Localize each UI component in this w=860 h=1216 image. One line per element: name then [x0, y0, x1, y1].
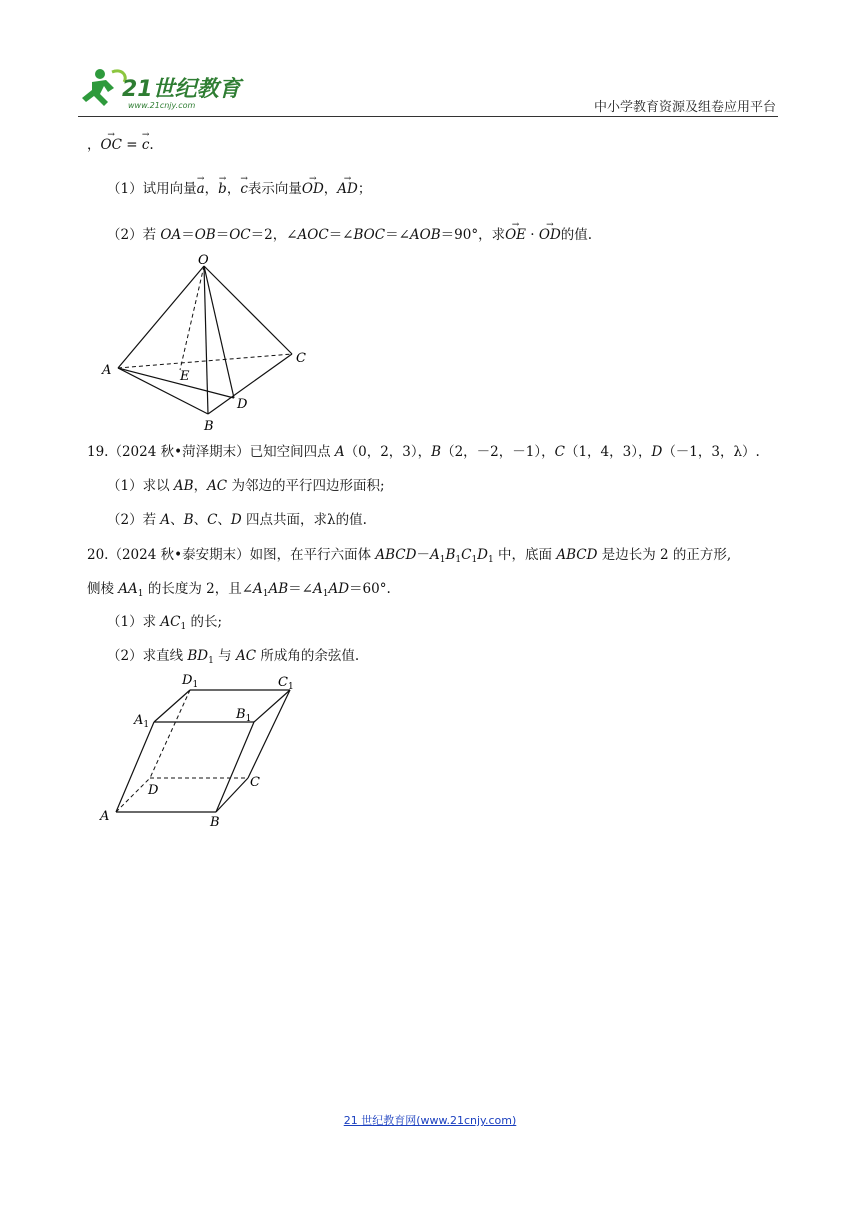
q19-stem: 19.（2024 秋•菏泽期末）已知空间四点 A（0，2，3），B（2，－2，－1），C（1，4，3），D（－1，3，λ）. — [87, 444, 760, 460]
q20-stem-line2: 侧棱 $AA_1$ 的长度为 2，且$\angle A_1AB=\angle A_1AD=60^\circ$. — [87, 581, 391, 599]
label-A: A — [100, 809, 110, 824]
logo-text: 21世纪教育 — [122, 77, 241, 102]
label-E: E — [180, 369, 190, 384]
logo — [78, 62, 248, 114]
q20-part1: （1）求 $AC_1$ 的长; — [107, 614, 223, 632]
label-B: B — [210, 815, 220, 830]
label-C: C — [296, 351, 306, 366]
label-D: D — [148, 783, 159, 798]
tetrahedron-figure — [100, 252, 315, 434]
header-divider — [78, 116, 778, 117]
label-D1: $D_1$ — [182, 673, 199, 690]
label-O: O — [198, 253, 209, 268]
page-header — [78, 62, 778, 120]
q20-stem-line1: 20.（2024 秋•泰安期末）如图，在平行六面体 $ABCD-A_1B_1C_1D_1$ 中，底面 ABCD 是边长为 2 的正方形, — [87, 547, 732, 565]
label-B: B — [204, 419, 214, 434]
q19-part2: （2）若 A、B、C、D 四点共面，求λ的值. — [107, 512, 367, 528]
q20-part2: （2）求直线 $BD_1$ 与 AC 所成角的余弦值. — [107, 648, 360, 666]
parallelepiped-figure — [98, 670, 308, 828]
q18-continuation: ，→ OC = → c. — [87, 136, 154, 154]
label-B1: $B_1$ — [236, 707, 252, 724]
footer-link[interactable]: 21 世纪教育网(www.21cnjy.com) — [343, 1114, 517, 1127]
label-A: A — [102, 363, 112, 378]
q18-part1: （1）试用向量→ a，→ b，→ c表示向量→ OD，→ AD； — [107, 180, 371, 198]
platform-title: 中小学教育资源及组卷应用平台 — [593, 100, 776, 115]
running-figure-icon — [82, 69, 125, 106]
label-A1: $A_1$ — [134, 713, 150, 730]
label-C1: $C_1$ — [278, 675, 294, 692]
label-D: D — [237, 397, 248, 412]
label-C: C — [250, 775, 260, 790]
q19-part1: （1）求以 AB，AC 为邻边的平行四边形面积; — [107, 478, 385, 494]
logo-subtext: www.21cnjy.com — [128, 101, 196, 110]
q18-part2: （2）若 OA＝OB＝OC＝2，∠AOC＝∠BOC＝∠AOB＝90°，求→ OE · → OD的值. — [107, 226, 592, 244]
